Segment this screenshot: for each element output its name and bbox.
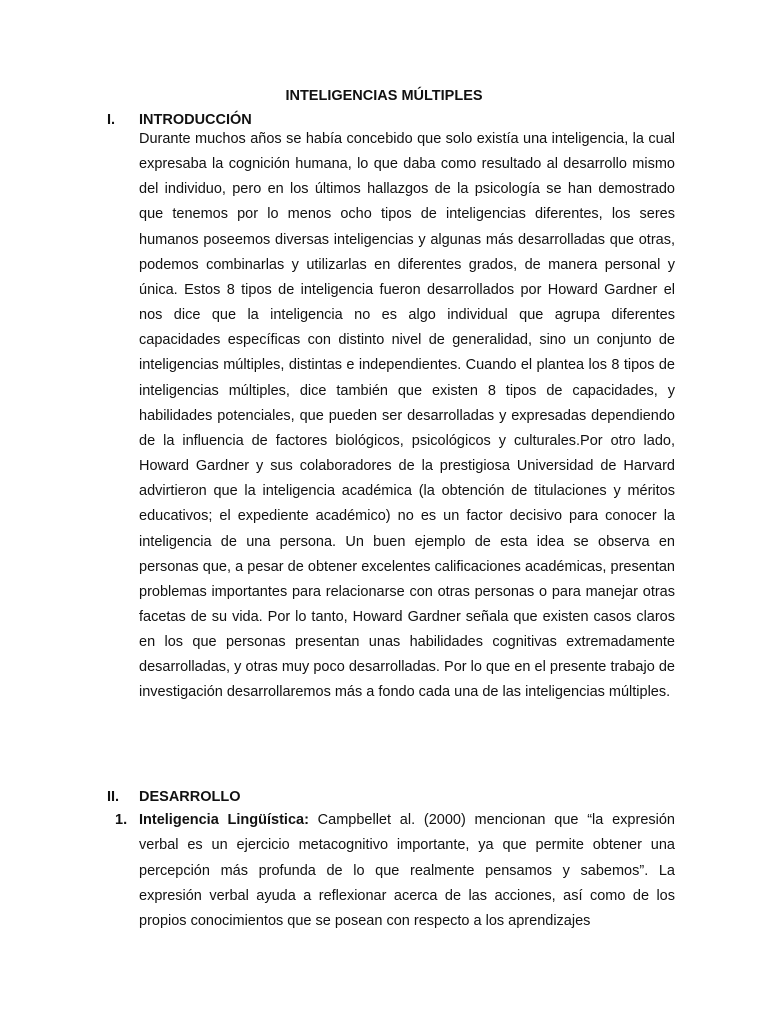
section-2-heading: DESARROLLO [139,789,241,805]
section-2-number: II. [107,789,120,805]
introduction-paragraph: Durante muchos años se había concebido que solo existía una inteligencia, la cual expresaba la cognición humana, lo que daba como resultado al desarrollo mismo del individuo, pero en los últimos hallazgos de la psicología se han demostrado que tenemos por lo menos ocho tipos de inteligencias diferentes, los seres humanos poseemos diversas inteligencias y algunas más desarrolladas que otras, podemos combinarlas y utilizarlas en diferentes grados, de manera personal y única. Estos 8 tipos de inteligencia fueron desarrollados por Howard Gardner el nos dice que la inteligencia no es algo individual que agrupa diferentes capacidades específicas con distinto nivel de generalidad, sino un conjunto de inteligencias múltiples, distintas e independientes. Cuando el plantea los 8 tipos de inteligencias múltiples, dice también que existen 8 tipos de capacidades, y habilidades potenciales, que pueden ser desarrolladas y expresadas dependiendo de la influencia de factores biológicos, psicológicos y culturales.Por otro lado, Howard Gardner y sus colaboradores de la prestigiosa Universidad de Harvard advirtieron que la inteligencia académica (la obtención de titulaciones y méritos educativos; el expediente académico) no es un factor decisivo para conocer la inteligencia de una persona. Un buen ejemplo de esta idea se observa en personas que, a pesar de obtener excelentes calificaciones académicas, presentan problemas importantes para relacionarse con otras personas o para manejar otras facetas de su vida. Por lo tanto, Howard Gardner señala que existen casos claros en los que personas presentan unas habilidades cognitivas extremadamente desarrolladas, y otras muy poco desarrolladas. Por lo que en el presente trabajo de investigación desarrollaremos más a fondo cada una de las inteligencias múltiples. [139,131,675,701]
section-1-heading: INTRODUCCIÓN [139,112,252,128]
item-1-title: Inteligencia Lingüística: [139,812,309,828]
item-1-text: Campbellet al. (2000) mencionan que “la expresión verbal es un ejercicio metacognitivo importante, ya que permite obtener una percepción más profunda de lo que realmente pensamos y sabemos”. La expresión verbal ayuda a reflexionar acerca de las acciones, así como de los propios conocimientos que se posean con respecto a los aprendizajes [139,812,675,930]
item-1-paragraph [139,808,675,934]
item-1-number: 1. [115,812,128,828]
document-title: INTELIGENCIAS MÚLTIPLES [285,88,483,104]
section-1-number: I. [107,112,116,128]
